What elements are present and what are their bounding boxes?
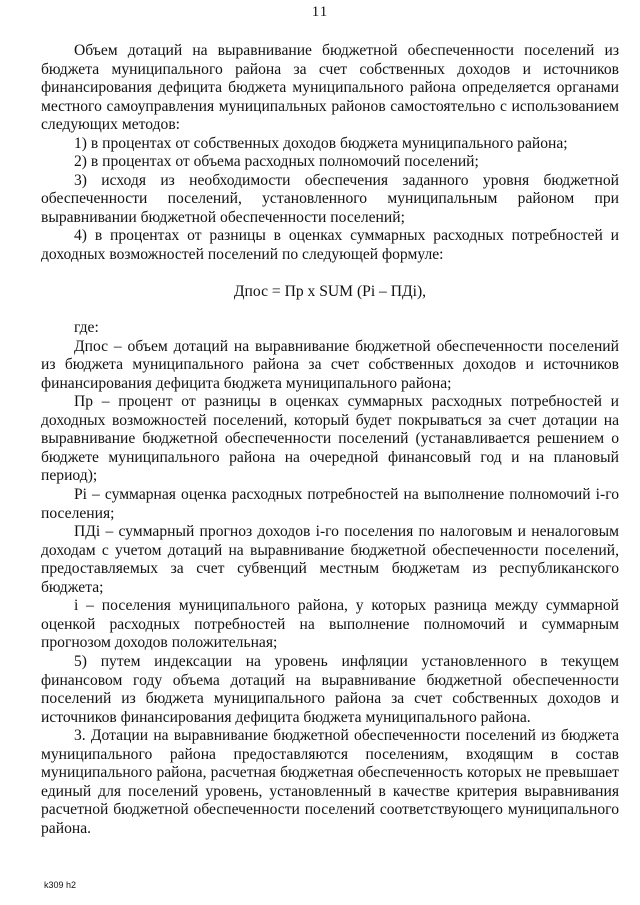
method-5: 5) путем индексации на уровень инфляции установленного в текущем финансовом году объема дотаций на выравнивание бюджетной обеспеченности поселений из бюджета муниципального района за счет собственных доходов и источников финансирования дефицита бюджета муниципального района. [41,652,619,726]
definition-pr: Пр – процент от разницы в оценках суммарных расходных потребностей и доходных возможностей поселений, который будет покрываться за счет дотации на выравнивание бюджетной обеспеченности поселений (устанавливается решением о бюджете муниципального района на очередной финансовый год и на плановый период); [41,393,619,485]
method-4: 4) в процентах от разницы в оценках суммарных расходных потребностей и доходных возможностей поселений по следующей формуле: [41,227,619,264]
definition-pdi: ПДi – суммарный прогноз доходов i-го поселения по налоговым и неналоговым доходам с учетом дотаций на выравнивание бюджетной обеспеченности поселений, предоставляемых за счет субвенций местным бюджетам из республиканского бюджета; [41,523,619,596]
definition-dpos: Дпос – объем дотаций на выравнивание бюджетной обеспеченности поселений из бюджета муниципального района за счет собственных доходов и источников финансирования дефицита бюджета муниципального района; [41,337,619,392]
document-body [41,42,619,838]
definition-pi: Pi – суммарная оценка расходных потребностей на выполнение полномочий i-го поселения; [41,486,619,522]
method-1: 1) в процентах от собственных доходов бюджета муниципального района; [74,134,568,152]
method-2: 2) в процентах от объема расходных полномочий поселений; [74,153,479,171]
paragraph-3: 3. Дотации на выравнивание бюджетной обеспеченности поселений из бюджета муниципального района предоставляются поселениям, входящим в состав муниципального района, расчетная бюджетная обеспеченность которых не превышает единый для поселений уровень, установленный в качестве критерия выравнивания расчетной бюджетной обеспеченности поселений соответствующего муниципального района. [41,727,619,837]
method-3: 3) исходя из необходимости обеспечения заданного уровня бюджетной обеспеченности поселений, установленного муниципальным районом при выравнивании бюджетной обеспеченности поселений; [41,171,619,226]
definition-i: i – поселения муниципального района, у которых разница между суммарной оценкой расходных потребностей на выполнение полномочий и суммарным прогнозом доходов положительная; [41,597,619,652]
page-number: 11 [311,4,329,20]
footer-code: k309 h2 [44,880,77,890]
paragraph-intro: Объем дотаций на выравнивание бюджетной обеспеченности поселений из бюджета муниципального района за счет собственных доходов и источников финансирования дефицита бюджета муниципального района определяется органами местного самоуправления муниципальных районов самостоятельно с использованием следующих методов: [41,42,619,134]
formula: Дпос = Пр x SUM (Pi – ПДi), [233,282,427,300]
where-label: где: [74,319,99,337]
